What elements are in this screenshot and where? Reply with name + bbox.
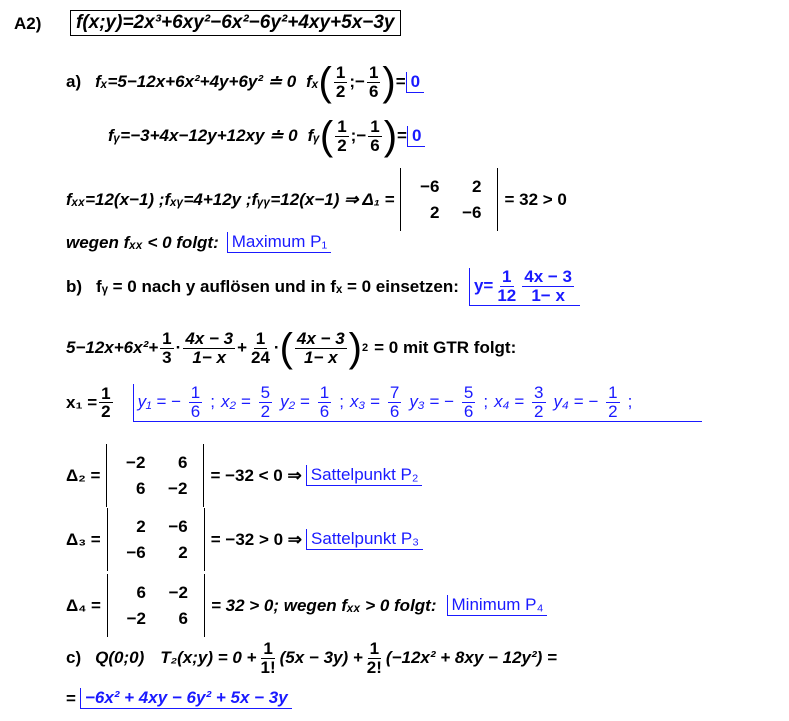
sol-x2-den: 2 (260, 401, 271, 421)
t-frac2-num: 1 (369, 639, 380, 658)
determinant-4 (107, 574, 205, 637)
eq-frac3-num: 1 (255, 328, 266, 348)
result-prefix: = (66, 688, 76, 708)
y-expr-den1: 12 (497, 285, 517, 305)
sol-y4-num: 1 (608, 383, 618, 402)
t-frac1-num: 1 (263, 639, 273, 658)
substituted-equation: 5−12x+6x²+ $\frac{1}{3}$ · $\frac{4x - 3}{1- x}$ + $\frac{1}{24}$ · ( $\frac{4x - 3}{1- x}$ ) 2 = 0 mit GTR folgt: (66, 326, 517, 370)
sol-x3-label: x₃ = (349, 392, 380, 412)
sol-y2-label: y₂ = (280, 392, 310, 412)
delta4-label: Δ₄ = (66, 595, 101, 615)
sol-y3-num: 5 (463, 383, 474, 402)
det4-b: −2 (168, 583, 188, 602)
x1-num: 1 (101, 383, 111, 403)
part-c-label: c) (66, 648, 82, 668)
determinant-1 (400, 168, 498, 231)
det4-result: = 32 > 0; wegen fₓₓ > 0 folgt: (210, 595, 437, 615)
sol-x2-label: x₂ = (220, 392, 251, 412)
det2-b: 6 (177, 453, 188, 472)
sol-x3-den: 6 (389, 401, 400, 421)
solution-list (133, 384, 702, 422)
det4-c: −2 (126, 608, 146, 628)
det4-a: 6 (136, 583, 146, 602)
function-definition: f(x;y)=2x³+6xy²−6x²−6y²+4xy+5x−3y (70, 10, 401, 36)
y-expr-num1: 1 (502, 267, 512, 286)
part-b-line (66, 268, 580, 306)
det3-a: 2 (136, 517, 146, 536)
sol-y2-num: 1 (319, 383, 330, 402)
eq-frac2-den: 1− x (192, 347, 226, 367)
determinant-2 (106, 444, 204, 507)
taylor-left: T₂(x;y) = 0 + (160, 648, 257, 668)
det1-b: 2 (472, 177, 482, 196)
delta3-line (66, 508, 423, 571)
part-c-line (66, 640, 557, 677)
fx-line: a) fₓ=5−12x+6x²+4y+6y² ≐ 0 fₓ ( $\frac{1}{2}$ ;− $\frac{1}{6}$ ) = 0 (66, 62, 424, 102)
det3-d: 2 (178, 542, 188, 562)
t-frac2-den: 2! (366, 657, 382, 677)
eq-frac3-den: 24 (251, 347, 270, 367)
second-derivatives-line (66, 168, 567, 231)
minimum-p4: Minimum P₄ (447, 595, 548, 616)
y-expression (469, 268, 580, 306)
y-expr-prefix: y= (473, 276, 494, 296)
eq-frac1-den: 3 (162, 347, 172, 367)
close-paren: ) (382, 60, 396, 104)
taylor-point: Q(0;0) (95, 648, 145, 668)
det1-c: 2 (430, 202, 440, 222)
sol-y2-den: 6 (319, 401, 330, 421)
det1-a: −6 (420, 177, 440, 196)
fx-point-y-num: 1 (368, 62, 379, 82)
fx-point-y-den: 6 (368, 81, 379, 101)
wegen-text: wegen fₓₓ < 0 folgt: (66, 232, 219, 252)
fy-equation: fᵧ=−3+4x−12y+12xy ≐ 0 (108, 126, 298, 145)
sol-x2-num: 5 (260, 383, 271, 402)
fx-result: 0 (406, 72, 424, 93)
sol-y3-den: 6 (463, 401, 474, 421)
part-b-text: fᵧ = 0 nach y auflösen und in fₓ = 0 einsetzen: (96, 276, 459, 296)
sol-x4-num: 3 (534, 383, 544, 402)
sol-y3-sep: ; (483, 392, 489, 412)
sol-y1-den: 6 (190, 401, 201, 421)
open-paren: ( (318, 60, 332, 104)
eq-frac4-num: 4x − 3 (296, 328, 345, 348)
eq-frac2-num: 4x − 3 (185, 328, 234, 348)
fy-result: 0 (407, 126, 425, 147)
sol-y1-num: 1 (190, 383, 201, 402)
part-b-label: b) (66, 276, 83, 296)
fy-point-y-den: 6 (370, 135, 380, 155)
sattelpunkt-p3: Sattelpunkt P₃ (306, 529, 423, 550)
taylor-mid: (5x − 3y) + (279, 648, 363, 668)
det1-d: −6 (462, 202, 482, 222)
sol-y2-sep: ; (339, 392, 344, 412)
fy-point-x-den: 2 (337, 135, 347, 155)
eq-frac4-den: 1− x (304, 347, 338, 367)
fy-point-y-num: 1 (370, 116, 380, 136)
sattelpunkt-p2: Sattelpunkt P₂ (306, 465, 423, 486)
sol-x3-num: 7 (389, 383, 400, 402)
fy-eval-prefix: fᵧ (307, 126, 320, 145)
det2-c: 6 (135, 478, 146, 498)
det2-d: −2 (168, 478, 188, 498)
det2-a: −2 (126, 453, 146, 472)
eq-frac1-num: 1 (162, 328, 172, 348)
determinant-3 (107, 508, 205, 571)
sol-y1-label: y₁ = − (137, 392, 181, 412)
fx-point-x-num: 1 (335, 62, 346, 82)
det1-result: = 32 > 0 (504, 189, 567, 209)
maximum-answer: Maximum P₁ (227, 232, 331, 253)
second-derivatives: fₓₓ=12(x−1) ;fₓᵧ=4+12y ;fᵧᵧ=12(x−1) ⇒ Δ₁ = (66, 189, 395, 209)
det2-result: = −32 < 0 ⇒ (210, 465, 302, 485)
y-expr-den2: 1− x (531, 285, 565, 305)
part-a-label: a) (66, 72, 82, 91)
det3-result: = −32 > 0 ⇒ (210, 529, 303, 549)
sol-y4-den: 2 (608, 401, 618, 421)
equation-right: = 0 mit GTR folgt: (374, 338, 517, 357)
sol-x4-den: 2 (534, 401, 544, 421)
delta2-line (66, 444, 422, 507)
taylor-right: (−12x² + 8xy − 12y²) = (385, 648, 557, 668)
wegen-line (66, 232, 331, 253)
sol-y4-label: y₄ = − (553, 392, 599, 412)
delta4-line (66, 574, 547, 637)
sol-x4-label: x₄ = (494, 392, 525, 412)
sol-y1-sep: ; (210, 392, 215, 412)
taylor-result: −6x² + 4xy − 6y² + 5x − 3y (80, 688, 292, 709)
delta2-label: Δ₂ = (66, 465, 101, 485)
solutions-line (66, 384, 702, 422)
sol-y4-sep: ; (627, 392, 633, 412)
fy-line: fᵧ=−3+4x−12y+12xy ≐ 0 fᵧ ( $\frac{1}{2}$ ;− $\frac{1}{6}$ ) = 0 (108, 116, 425, 156)
fx-point-x-den: 2 (335, 81, 346, 101)
fx-eval-prefix: fₓ (306, 72, 319, 91)
equation-left: 5−12x+6x²+ (66, 338, 159, 357)
fy-point-x-num: 1 (337, 116, 347, 136)
x1-den: 2 (101, 402, 111, 422)
x1-prefix: x₁ = (66, 392, 98, 412)
det3-b: −6 (168, 517, 188, 536)
taylor-result-line (66, 688, 292, 709)
det4-d: 6 (178, 608, 188, 628)
t-frac1-den: 1! (260, 657, 276, 677)
det3-c: −6 (126, 542, 146, 562)
fx-equation: fₓ=5−12x+6x²+4y+6y² ≐ 0 (95, 72, 297, 91)
delta3-label: Δ₃ = (66, 529, 101, 549)
sol-y3-label: y₃ = − (409, 392, 454, 412)
task-label: A2) (14, 14, 42, 33)
y-expr-num2: 4x − 3 (524, 267, 572, 286)
